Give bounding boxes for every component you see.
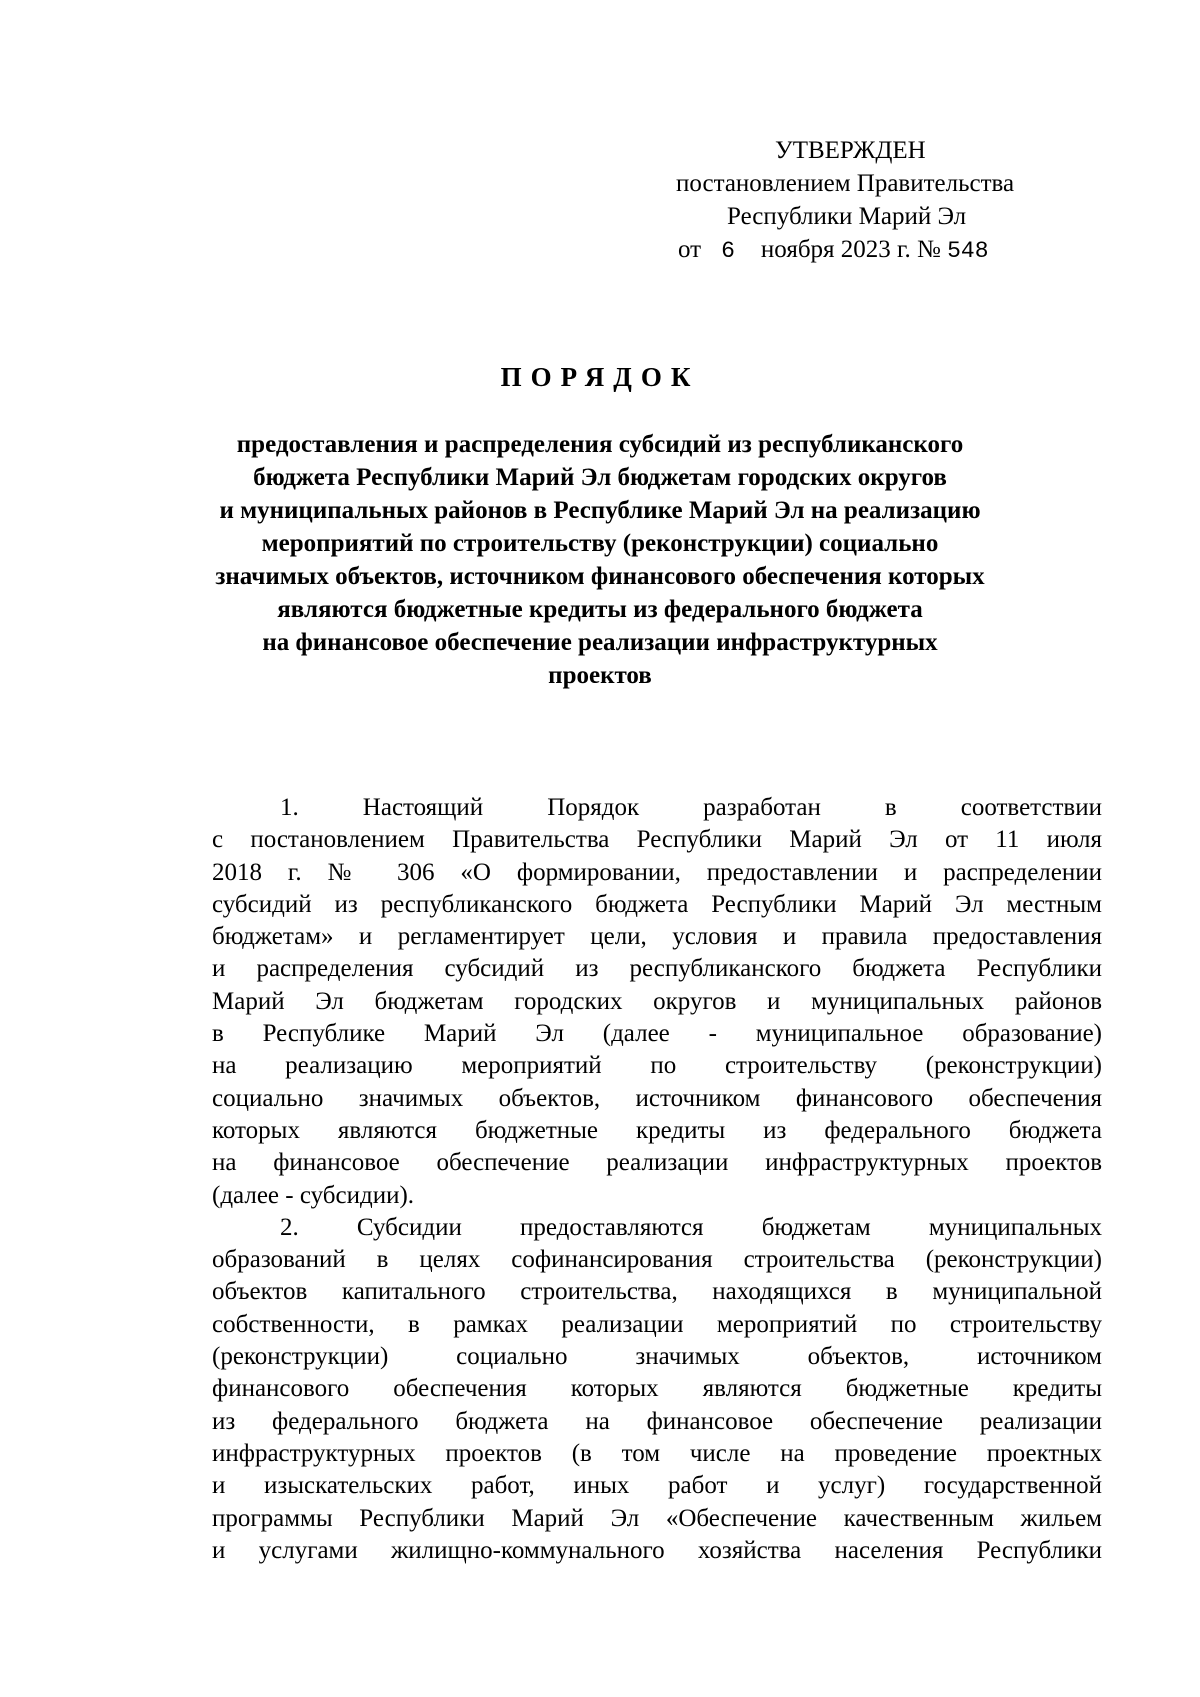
subtitle-line: и муниципальных районов в Республике Марий Эл на реализацию <box>219 497 981 524</box>
paragraph-2-line: объектов капитального строительства, находящихся в муниципальной <box>212 1278 1102 1306</box>
paragraph-2-line: финансового обеспечения которых являются бюджетные кредиты <box>212 1375 1102 1403</box>
subtitle-line: предоставления и распределения субсидий из республиканского <box>236 431 964 458</box>
paragraph-1-line: бюджетам» и регламентирует цели, условия и правила предоставления <box>212 923 1102 951</box>
subtitle-line: являются бюджетные кредиты из федерального бюджета <box>277 596 923 623</box>
paragraph-1-line: с постановлением Правительства Республики Марий Эл от 11 июля <box>212 826 1102 854</box>
document-body <box>212 792 1102 1567</box>
paragraph-2-line: и изыскательских работ, иных работ и услуг) государственной <box>212 1472 1102 1500</box>
paragraph-1-line: которых являются бюджетные кредиты из федерального бюджета <box>212 1116 1102 1144</box>
paragraph-1-line: 2018 г. № 306 «О формировании, предоставлении и распределении <box>212 858 1102 886</box>
paragraph-2-line: из федерального бюджета на финансовое обеспечение реализации <box>212 1407 1102 1435</box>
paragraph-2-line: и услугами жилищно-коммунального хозяйства населения Республики <box>212 1536 1102 1564</box>
paragraph-1-line: на финансовое обеспечение реализации инфраструктурных проектов <box>212 1149 1102 1177</box>
paragraph-2-line: образований в целях софинансирования строительства (реконструкции) <box>212 1246 1102 1274</box>
paragraph-1-line: на реализацию мероприятий по строительству (реконструкции) <box>212 1052 1102 1080</box>
approval-line-resolution: постановлением Правительства <box>676 170 1015 197</box>
approval-line-republic: Республики Марий Эл <box>727 203 967 230</box>
subtitle-line: значимых объектов, источником финансового обеспечения которых <box>215 563 985 590</box>
paragraph-1-line: социально значимых объектов, источником финансового обеспечения <box>212 1084 1102 1112</box>
document-title: ПОРЯДОК <box>500 362 700 392</box>
subtitle-line: на финансовое обеспечение реализации инфраструктурных <box>262 629 938 656</box>
paragraph-2-line: 2. Субсидии предоставляются бюджетам муниципальных <box>280 1213 1102 1241</box>
subtitle-line: мероприятий по строительству (реконструкции) социально <box>261 530 939 557</box>
paragraph-1-line: и распределения субсидий из республиканского бюджета Республики <box>212 955 1102 983</box>
paragraph-2-line: программы Республики Марий Эл «Обеспечение качественным жильем <box>212 1504 1102 1532</box>
subtitle-line: проектов <box>548 662 652 689</box>
approval-date-prefix: от <box>678 236 702 263</box>
paragraph-2-line: (реконструкции) социально значимых объектов, источником <box>212 1343 1102 1371</box>
subtitle-line: бюджета Республики Марий Эл бюджетам городских округов <box>253 464 947 491</box>
approval-heading: УТВЕРЖДЕН <box>775 137 926 164</box>
paragraph-1-line: в Республике Марий Эл (далее - муниципальное образование) <box>212 1020 1102 1048</box>
approval-date-line <box>650 233 1090 268</box>
paragraph-1-line: 1. Настоящий Порядок разработан в соответствии <box>280 794 1102 821</box>
document-subtitle <box>180 428 1020 692</box>
approval-number: 548 <box>947 238 989 264</box>
approval-stamp-block <box>650 134 1090 268</box>
paragraph-1-line: субсидий из республиканского бюджета Республики Марий Эл местным <box>212 890 1102 918</box>
paragraph-1-line: Марий Эл бюджетам городских округов и муниципальных районов <box>212 987 1102 1015</box>
approval-day: 6 <box>721 238 735 264</box>
paragraph-1-line: (далее - субсидии). <box>212 1181 415 1209</box>
paragraph-2-line: собственности, в рамках реализации мероприятий по строительству <box>212 1310 1102 1338</box>
approval-month-year: ноября 2023 г. № <box>760 236 941 263</box>
paragraph-2-line: инфраструктурных проектов (в том числе на проведение проектных <box>212 1439 1102 1467</box>
